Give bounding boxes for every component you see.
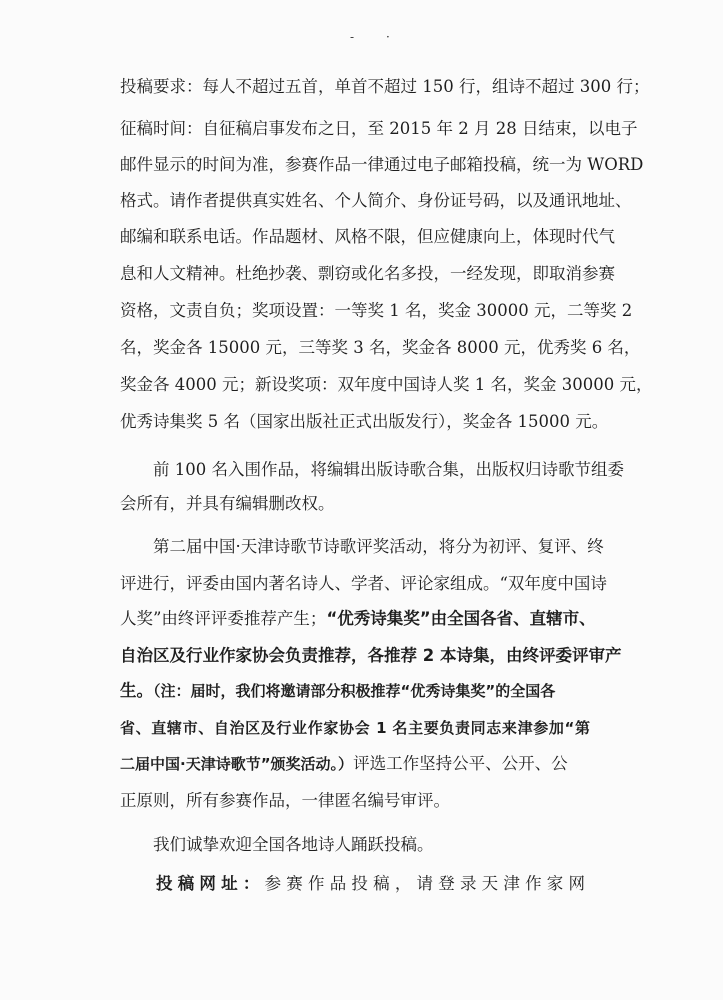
paragraph-line: [156, 874, 590, 894]
paragraph-line: 我们诚挚欢迎全国各地诗人踊跃投稿。: [153, 835, 434, 854]
paragraph-text: 人奖”由终评评委推荐产生；: [120, 609, 327, 628]
paragraph-line: [120, 681, 590, 701]
paragraph-line: 征稿时间：自征稿启事发布之日，至 2015 年 2 月 28 日结束，以电子: [120, 119, 638, 138]
paragraph-line: 自治区及行业作家协会负责推荐，各推荐 2 本诗集，由终评委评审产: [120, 646, 622, 665]
note-line: 省、直辖市、自治区及行业作家协会 1 名主要负责同志来津参加“第: [120, 719, 590, 737]
paragraph-text: 参赛作品投稿，请登录天津作家网: [264, 874, 591, 893]
bold-text: 投稿网址：: [156, 874, 265, 893]
bold-text: 生。: [120, 681, 153, 700]
paragraph-line: 邮编和联系电话。作品题材、风格不限，但应健康向上，体现时代气: [120, 227, 615, 246]
paragraph-line: 邮件显示的时间为准，参赛作品一律通过电子邮箱投稿，统一为 WORD: [120, 155, 644, 174]
note-text: （注：届时，我们将邀请部分积极推荐“优秀诗集奖”的全国各: [153, 682, 556, 700]
paragraph-line: [120, 754, 590, 774]
paragraph-line: 资格，文责自负；奖项设置：一等奖 1 名，奖金 30000 元，二等奖 2: [120, 301, 633, 320]
paragraph-line: 奖金各 4000 元；新设奖项：双年度中国诗人奖 1 名，奖金 30000 元，: [120, 375, 653, 394]
paragraph-line: 息和人文精神。杜绝抄袭、剽窃或化名多投，一经发现，即取消参赛: [120, 264, 615, 283]
paragraph-line: 格式。请作者提供真实姓名、个人简介、身份证号码，以及通讯地址、: [120, 191, 632, 210]
note-text: 二届中国·天津诗歌节”颁奖活动。）: [120, 755, 354, 773]
paragraph-line: [120, 609, 596, 629]
paragraph-text: 评选工作坚持公平、公开、公: [353, 754, 568, 773]
paragraph-line: 名，奖金各 15000 元，三等奖 3 名，奖金各 8000 元，优秀奖 6 名，: [120, 338, 641, 357]
paragraph-line: 投稿要求：每人不超过五首，单首不超过 150 行，组诗不超过 300 行；: [120, 77, 650, 96]
bold-text: “优秀诗集奖”由全国各省、直辖市、: [326, 609, 596, 628]
paragraph-line: 前 100 名入围作品，将编辑出版诗歌合集，出版权归诗歌节组委: [153, 460, 624, 479]
paragraph-line: 正原则，所有参赛作品，一律匿名编号审评。: [120, 791, 450, 810]
paragraph-line: 优秀诗集奖 5 名（国家出版社正式出版发行），奖金各 15000 元。: [120, 412, 609, 431]
paragraph-line: 会所有，并具有编辑删改权。: [120, 494, 335, 513]
scan-mark: ·: [386, 30, 390, 44]
scan-mark: -: [350, 30, 355, 44]
paragraph-line: 第二届中国·天津诗歌节诗歌评奖活动，将分为初评、复评、终: [153, 537, 604, 556]
paragraph-line: 评进行，评委由国内著名诗人、学者、评论家组成。“双年度中国诗: [120, 574, 607, 593]
